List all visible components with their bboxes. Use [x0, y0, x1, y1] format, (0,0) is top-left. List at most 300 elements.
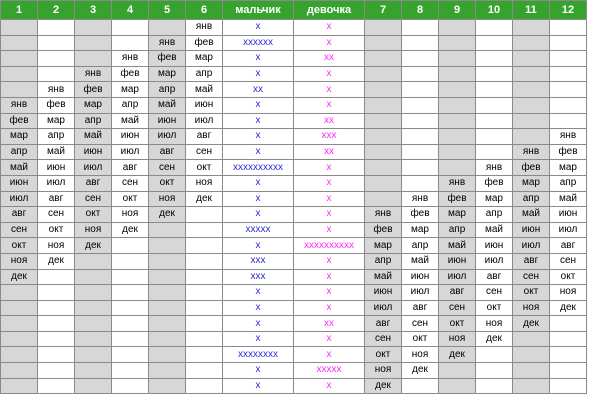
boy-mark-cell: x [223, 51, 294, 67]
girl-mark-cell: x [294, 191, 365, 207]
month-cell: июл [75, 160, 112, 176]
month-cell: авг [149, 144, 186, 160]
month-cell: апр [513, 191, 550, 207]
month-cell [439, 378, 476, 394]
month-cell: июл [365, 300, 402, 316]
month-cell [149, 316, 186, 332]
month-cell [476, 66, 513, 82]
month-cell [112, 347, 149, 363]
month-cell [365, 82, 402, 98]
month-cell [186, 363, 223, 379]
girl-mark-cell: x [294, 300, 365, 316]
boy-mark-cell: x [223, 207, 294, 223]
boy-mark-cell: x [223, 20, 294, 36]
month-cell [149, 222, 186, 238]
table-row [1, 207, 587, 223]
month-cell [365, 175, 402, 191]
month-cell: дек [513, 316, 550, 332]
month-cell [513, 331, 550, 347]
month-cell: авг [38, 191, 75, 207]
header-row [1, 1, 587, 20]
month-cell [1, 35, 38, 51]
girl-mark-cell: xx [294, 316, 365, 332]
month-cell: янв [1, 97, 38, 113]
month-cell: июн [402, 269, 439, 285]
girl-mark-cell: x [294, 331, 365, 347]
month-cell [75, 378, 112, 394]
girl-mark-cell: xxx [294, 129, 365, 145]
month-cell: июл [186, 113, 223, 129]
month-cell: янв [402, 191, 439, 207]
month-cell [112, 363, 149, 379]
girl-mark-cell: xx [294, 113, 365, 129]
month-cell [1, 316, 38, 332]
table-row [1, 316, 587, 332]
month-cell [38, 316, 75, 332]
month-cell: фев [149, 51, 186, 67]
month-cell: май [476, 222, 513, 238]
month-cell [439, 51, 476, 67]
month-cell [476, 347, 513, 363]
boy-mark-cell: xxx [223, 253, 294, 269]
month-cell: окт [550, 269, 587, 285]
month-cell [75, 20, 112, 36]
month-cell: ноя [149, 191, 186, 207]
month-cell: ноя [402, 347, 439, 363]
month-cell [550, 347, 587, 363]
month-cell [149, 378, 186, 394]
month-cell [186, 269, 223, 285]
girl-mark-cell: x [294, 378, 365, 394]
month-cell [439, 82, 476, 98]
table-row [1, 175, 587, 191]
month-cell: авг [476, 269, 513, 285]
month-cell [149, 20, 186, 36]
month-cell [38, 347, 75, 363]
month-cell: апр [476, 207, 513, 223]
table-row [1, 35, 587, 51]
month-cell: янв [439, 175, 476, 191]
month-cell [439, 66, 476, 82]
month-cell: июл [1, 191, 38, 207]
table-row [1, 20, 587, 36]
month-cell: апр [75, 113, 112, 129]
month-cell: июн [365, 285, 402, 301]
month-cell [75, 253, 112, 269]
girl-mark-cell: xx [294, 144, 365, 160]
month-cell [112, 253, 149, 269]
month-cell [550, 66, 587, 82]
month-cell [38, 300, 75, 316]
month-cell [149, 300, 186, 316]
month-cell [439, 160, 476, 176]
table-row [1, 97, 587, 113]
month-cell [365, 191, 402, 207]
month-cell: мар [365, 238, 402, 254]
header-col-12: 12 [550, 1, 587, 20]
boy-mark-cell: x [223, 113, 294, 129]
month-cell [402, 20, 439, 36]
month-cell [75, 51, 112, 67]
month-cell [112, 378, 149, 394]
girl-mark-cell: x [294, 222, 365, 238]
month-cell: ноя [513, 300, 550, 316]
month-cell: мар [186, 51, 223, 67]
month-cell [550, 378, 587, 394]
table-row [1, 238, 587, 254]
month-cell: июн [149, 113, 186, 129]
month-cell [513, 347, 550, 363]
month-cell: май [75, 129, 112, 145]
month-cell [550, 35, 587, 51]
month-cell [38, 269, 75, 285]
month-cell [112, 269, 149, 285]
month-cell [402, 144, 439, 160]
month-cell: июл [476, 253, 513, 269]
month-cell [402, 82, 439, 98]
month-cell: фев [513, 160, 550, 176]
month-cell [402, 97, 439, 113]
month-cell: фев [365, 222, 402, 238]
month-cell [186, 347, 223, 363]
month-cell: окт [75, 207, 112, 223]
month-cell: июн [75, 144, 112, 160]
month-cell: май [550, 191, 587, 207]
month-cell [75, 269, 112, 285]
table-row [1, 347, 587, 363]
month-cell: ноя [476, 316, 513, 332]
month-cell [75, 35, 112, 51]
month-cell: июл [550, 222, 587, 238]
month-cell: фев [476, 175, 513, 191]
table-row [1, 51, 587, 67]
month-cell [112, 238, 149, 254]
month-cell [513, 363, 550, 379]
month-cell [476, 20, 513, 36]
boy-mark-cell: x [223, 238, 294, 254]
month-cell: сен [513, 269, 550, 285]
month-cell: ноя [112, 207, 149, 223]
month-cell [186, 238, 223, 254]
month-cell [149, 363, 186, 379]
month-cell: апр [365, 253, 402, 269]
month-cell [476, 51, 513, 67]
month-cell: окт [38, 222, 75, 238]
month-cell [550, 113, 587, 129]
month-cell [365, 160, 402, 176]
header-col-5: 5 [149, 1, 186, 20]
boy-mark-cell: x [223, 300, 294, 316]
girl-mark-cell: x [294, 97, 365, 113]
month-cell: дек [439, 347, 476, 363]
table-row [1, 129, 587, 145]
boy-mark-cell: x [223, 191, 294, 207]
header-col-2: 2 [38, 1, 75, 20]
month-cell: ноя [38, 238, 75, 254]
header-col-1: 1 [1, 1, 38, 20]
month-cell: фев [402, 207, 439, 223]
girl-mark-cell: x [294, 269, 365, 285]
month-cell [186, 285, 223, 301]
header-col-8: 8 [402, 1, 439, 20]
month-cell [402, 160, 439, 176]
month-cell: июн [186, 97, 223, 113]
month-cell: июн [550, 207, 587, 223]
month-cell: авг [550, 238, 587, 254]
table-row [1, 331, 587, 347]
month-cell [112, 20, 149, 36]
month-cell [38, 51, 75, 67]
month-cell: янв [513, 144, 550, 160]
boy-mark-cell: x [223, 97, 294, 113]
month-cell: сен [38, 207, 75, 223]
month-cell: апр [402, 238, 439, 254]
month-cell [365, 35, 402, 51]
month-cell: июн [1, 175, 38, 191]
month-cell [112, 316, 149, 332]
month-cell: фев [112, 66, 149, 82]
header-col-11: 11 [513, 1, 550, 20]
month-cell [365, 20, 402, 36]
table-row [1, 363, 587, 379]
month-cell: авг [513, 253, 550, 269]
month-cell [513, 66, 550, 82]
month-cell: янв [476, 160, 513, 176]
month-cell [439, 35, 476, 51]
month-cell: июл [112, 144, 149, 160]
month-cell [476, 82, 513, 98]
month-cell: ноя [550, 285, 587, 301]
month-cell: дек [75, 238, 112, 254]
month-cell: сен [476, 285, 513, 301]
month-cell: июл [402, 285, 439, 301]
month-cell: май [112, 113, 149, 129]
month-cell [149, 347, 186, 363]
boy-mark-cell: xxxxx [223, 222, 294, 238]
month-cell [476, 363, 513, 379]
month-cell [38, 20, 75, 36]
month-cell: фев [75, 82, 112, 98]
month-cell: май [149, 97, 186, 113]
girl-mark-cell: x [294, 207, 365, 223]
month-cell [75, 363, 112, 379]
month-cell [439, 129, 476, 145]
month-cell [186, 378, 223, 394]
month-cell: май [365, 269, 402, 285]
month-cell: сен [1, 222, 38, 238]
table-row [1, 222, 587, 238]
month-cell [550, 82, 587, 98]
month-cell: дек [186, 191, 223, 207]
girl-mark-cell: xxxxxxxxxx [294, 238, 365, 254]
month-cell [38, 66, 75, 82]
boy-mark-cell: x [223, 129, 294, 145]
month-cell: ноя [75, 222, 112, 238]
month-cell: дек [149, 207, 186, 223]
month-cell: сен [402, 316, 439, 332]
month-cell [402, 129, 439, 145]
month-cell: авг [365, 316, 402, 332]
month-cell: янв [38, 82, 75, 98]
month-cell [365, 97, 402, 113]
header-col-10: 10 [476, 1, 513, 20]
table-row [1, 160, 587, 176]
month-cell [550, 363, 587, 379]
month-cell: дек [38, 253, 75, 269]
month-cell [38, 363, 75, 379]
month-cell [365, 66, 402, 82]
month-cell: июн [439, 253, 476, 269]
month-cell: окт [476, 300, 513, 316]
girl-mark-cell: x [294, 160, 365, 176]
month-cell [1, 378, 38, 394]
month-cell: май [38, 144, 75, 160]
month-cell [1, 51, 38, 67]
header-girl: девочка [294, 1, 365, 20]
month-cell: апр [550, 175, 587, 191]
month-cell [513, 378, 550, 394]
month-cell [186, 207, 223, 223]
month-cell [439, 144, 476, 160]
month-cell: янв [112, 51, 149, 67]
table-row [1, 113, 587, 129]
month-cell: июн [513, 222, 550, 238]
month-cell [365, 129, 402, 145]
month-cell: сен [550, 253, 587, 269]
month-cell: июл [38, 175, 75, 191]
header-col-9: 9 [439, 1, 476, 20]
table-row [1, 66, 587, 82]
month-cell: окт [112, 191, 149, 207]
girl-mark-cell: x [294, 347, 365, 363]
table-row [1, 82, 587, 98]
month-cell [476, 129, 513, 145]
boy-mark-cell: xxxxxx [223, 35, 294, 51]
month-cell [439, 97, 476, 113]
girl-mark-cell: x [294, 35, 365, 51]
month-cell [550, 331, 587, 347]
month-cell [112, 300, 149, 316]
girl-mark-cell: xx [294, 51, 365, 67]
header-col-3: 3 [75, 1, 112, 20]
month-cell [439, 20, 476, 36]
month-cell: мар [550, 160, 587, 176]
month-cell: авг [112, 160, 149, 176]
month-cell: июн [476, 238, 513, 254]
month-cell: фев [38, 97, 75, 113]
month-cell [186, 316, 223, 332]
month-cell: фев [186, 35, 223, 51]
month-cell: окт [1, 238, 38, 254]
girl-mark-cell: x [294, 253, 365, 269]
month-cell [550, 316, 587, 332]
month-cell: ноя [1, 253, 38, 269]
boy-mark-cell: xxxxxxxxxx [223, 160, 294, 176]
month-cell: дек [402, 363, 439, 379]
month-cell [513, 129, 550, 145]
month-cell [513, 20, 550, 36]
month-cell: янв [149, 35, 186, 51]
month-cell [513, 51, 550, 67]
month-cell: окт [186, 160, 223, 176]
month-cell [75, 316, 112, 332]
header-col-4: 4 [112, 1, 149, 20]
month-cell: авг [402, 300, 439, 316]
month-cell: сен [365, 331, 402, 347]
girl-mark-cell: x [294, 175, 365, 191]
table-row [1, 191, 587, 207]
month-cell: янв [75, 66, 112, 82]
month-cell: мар [149, 66, 186, 82]
month-cell [1, 20, 38, 36]
month-cell: янв [550, 129, 587, 145]
boy-mark-cell: x [223, 316, 294, 332]
month-cell: авг [186, 129, 223, 145]
month-cell: июн [38, 160, 75, 176]
month-cell [365, 113, 402, 129]
month-cell: июн [112, 129, 149, 145]
month-cell: мар [38, 113, 75, 129]
boy-mark-cell: x [223, 331, 294, 347]
month-cell: окт [365, 347, 402, 363]
month-cell [38, 331, 75, 347]
month-cell: сен [112, 175, 149, 191]
girl-mark-cell: x [294, 66, 365, 82]
table-row [1, 378, 587, 394]
month-cell [1, 363, 38, 379]
month-cell [75, 300, 112, 316]
month-cell [439, 113, 476, 129]
header-col-6: 6 [186, 1, 223, 20]
month-cell: дек [365, 378, 402, 394]
month-cell [365, 51, 402, 67]
grid-body [1, 20, 587, 394]
boy-mark-cell: x [223, 378, 294, 394]
month-cell [476, 35, 513, 51]
boy-mark-cell: x [223, 66, 294, 82]
month-cell [550, 20, 587, 36]
month-cell [402, 66, 439, 82]
girl-mark-cell: x [294, 82, 365, 98]
month-cell [476, 97, 513, 113]
girl-mark-cell: x [294, 20, 365, 36]
month-cell [112, 35, 149, 51]
month-cell [365, 144, 402, 160]
month-cell: мар [75, 97, 112, 113]
month-cell: мар [402, 222, 439, 238]
month-cell: июл [513, 238, 550, 254]
table-row [1, 253, 587, 269]
month-cell: янв [365, 207, 402, 223]
month-cell [513, 35, 550, 51]
month-cell: мар [513, 175, 550, 191]
table-row [1, 269, 587, 285]
month-cell [186, 253, 223, 269]
month-cell: ноя [186, 175, 223, 191]
month-cell: сен [149, 160, 186, 176]
girl-mark-cell: xxxxx [294, 363, 365, 379]
month-cell: сен [186, 144, 223, 160]
month-cell [149, 285, 186, 301]
month-cell [38, 285, 75, 301]
month-cell [1, 82, 38, 98]
boy-mark-cell: xxxxxxxx [223, 347, 294, 363]
month-cell: фев [550, 144, 587, 160]
month-cell [476, 144, 513, 160]
month-cell: янв [186, 20, 223, 36]
month-cell [186, 222, 223, 238]
month-cell [149, 331, 186, 347]
